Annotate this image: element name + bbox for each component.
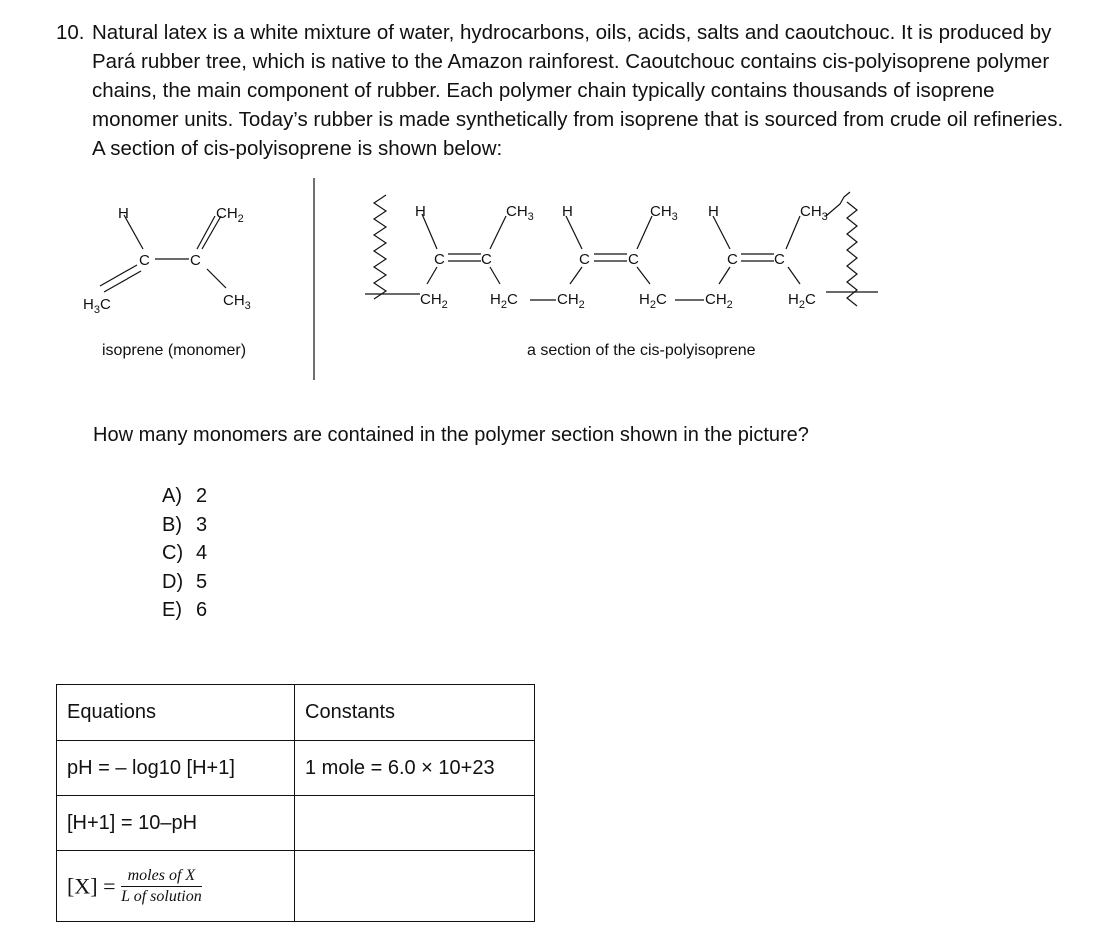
svg-text:C: C xyxy=(628,251,639,268)
svg-text:H: H xyxy=(415,203,426,220)
svg-text:H2C: $H_2C$ xyxy=(788,291,816,311)
polymer-caption: a section of the cis-polyisoprene xyxy=(527,342,756,359)
empty-cell xyxy=(295,851,535,922)
equals-sign: = xyxy=(103,873,116,898)
mole-constant: 1 mole = 6.0 × 10+23 xyxy=(295,741,535,796)
choice-value: 6 xyxy=(196,599,208,621)
svg-text:C: C xyxy=(727,251,738,268)
chemical-structures-svg xyxy=(60,172,1070,387)
svg-text:C: C xyxy=(139,252,150,269)
svg-text:H: H xyxy=(118,205,129,222)
choice-letter: D) xyxy=(162,570,184,593)
choice-c[interactable] xyxy=(162,539,207,568)
choice-e[interactable] xyxy=(162,596,207,625)
question-text: Natural latex is a white mixture of water, hydrocarbons, oils, acids, salts and caoutchouc. It is produced by Pará rubber tree, which is native to the Amazon rainforest. Caoutchouc contains cis-polyisoprene polymer chains, the main component of rubber. Each polymer chain typically contains thousands of isoprene monomer units. Today’s rubber is made synthetically from isoprene that is sourced from crude oil refineries. A section of cis-polyisoprene is shown below: xyxy=(92,21,1064,160)
concentration-equation xyxy=(57,851,295,922)
ph-equation: pH = – log10 [H+1] xyxy=(57,741,295,796)
table-row xyxy=(57,796,535,851)
empty-cell xyxy=(295,796,535,851)
svg-text:C: C xyxy=(774,251,785,268)
concentration-lhs: [X] xyxy=(67,873,98,898)
choice-letter: E) xyxy=(162,599,182,621)
structure-figure xyxy=(60,172,1070,387)
choice-value: 3 xyxy=(196,513,208,536)
constants-header: Constants xyxy=(295,685,535,741)
table-row xyxy=(57,851,535,922)
choice-value: 5 xyxy=(196,570,208,593)
svg-text:H2C: $H_2C$ xyxy=(639,291,667,311)
equations-table xyxy=(56,684,535,922)
table-row xyxy=(57,741,535,796)
question-block xyxy=(56,18,1066,163)
table-row xyxy=(57,685,535,741)
svg-text:CH2: $CH_2$ xyxy=(420,291,448,311)
choice-d[interactable] xyxy=(162,568,207,597)
choice-value: 4 xyxy=(196,542,208,564)
svg-text:CH2: $CH_2$ xyxy=(557,291,585,311)
svg-text:CH3: $CH_3$ xyxy=(650,203,678,223)
svg-text:CH2: $CH_2$ xyxy=(216,205,244,225)
svg-text:CH3: $CH_3$ xyxy=(506,203,534,223)
svg-text:H: H xyxy=(708,203,719,220)
atom-labels xyxy=(83,203,828,316)
monomer-caption: isoprene (monomer) xyxy=(102,342,247,359)
svg-text:H: H xyxy=(562,203,573,220)
svg-text:H3C: $H_3C$ xyxy=(83,296,111,316)
choice-a[interactable] xyxy=(162,482,207,511)
svg-text:CH3: $CH_3$ xyxy=(223,292,251,312)
h-ion-equation: [H+1] = 10–pH xyxy=(57,796,295,851)
choice-letter: A) xyxy=(162,485,182,507)
equations-header: Equations xyxy=(57,685,295,741)
choice-b[interactable] xyxy=(162,511,207,540)
svg-text:C: C xyxy=(434,251,445,268)
question-prompt: How many monomers are contained in the polymer section shown in the picture? xyxy=(93,424,809,446)
choice-letter: B) xyxy=(162,513,182,536)
svg-text:C: C xyxy=(579,251,590,268)
svg-text:C: C xyxy=(190,252,201,269)
svg-text:CH2: $CH_2$ xyxy=(705,291,733,311)
answer-choices xyxy=(162,482,207,625)
svg-text:CH3: $CH_3$ xyxy=(800,203,828,223)
svg-text:H2C: $H_2C$ xyxy=(490,291,518,311)
choice-value: 2 xyxy=(196,485,208,507)
choice-letter: C) xyxy=(162,542,184,564)
fraction-denominator: L of solution xyxy=(121,887,202,905)
svg-text:C: C xyxy=(481,251,492,268)
fraction-numerator: moles of X xyxy=(121,867,202,887)
concentration-fraction xyxy=(121,867,202,906)
question-number: 10. xyxy=(56,21,85,44)
